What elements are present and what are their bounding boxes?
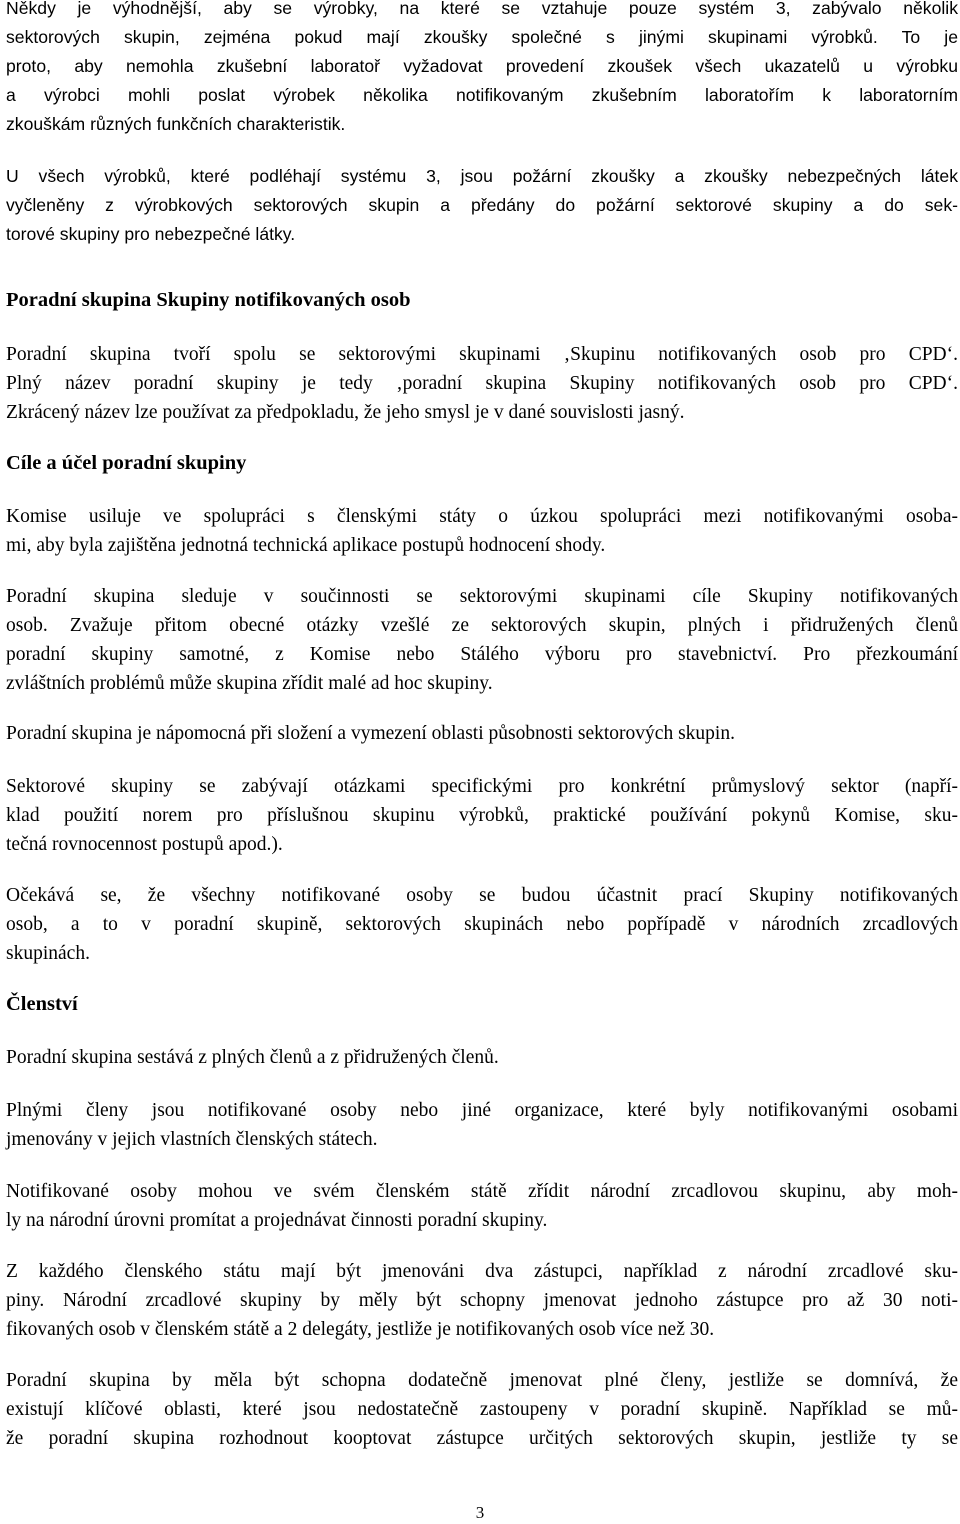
paragraph-commission-cooperation (6, 502, 958, 560)
text-line: Z každého členského státu mají být jmenováni dva zástupci, například z národní zrcadlové sku- (6, 1261, 958, 1282)
text-line: torové skupiny pro nebezpečné látky. (6, 224, 296, 244)
text-line: poradní skupiny samotné, z Komise nebo Stálého výboru pro stavebnictví. Pro přezkoumání (6, 644, 958, 665)
text-line: ly na národní úrovni promítat a projednávat činnosti poradní skupiny. (6, 1210, 548, 1231)
text-line: Zkrácený název lze používat za předpokladu, že jeho smysl je v dané souvislosti jasný. (6, 402, 685, 423)
section-heading-advisory-group: Poradní skupina Skupiny notifikovaných osob (6, 289, 411, 311)
text-line: sektorových skupin, zejména pokud mají zkoušky společné s jinými skupinami výrobků. To je (6, 27, 958, 47)
section-heading-goals: Cíle a účel poradní skupiny (6, 452, 247, 474)
paragraph-representatives (6, 1257, 958, 1344)
text-line: proto, aby nemohla zkušební laboratoř vyžadovat provedení zkoušek všech ukazatelů u výrobku (6, 56, 958, 76)
text-line: skupinách. (6, 943, 90, 964)
text-line: Poradní skupina sleduje v součinnosti se sektorovými skupinami cíle Skupiny notifikovaných (6, 586, 958, 607)
paragraph-advisory-group-name (6, 340, 958, 427)
text-line: klad použití norem pro příslušnou skupinu výrobků, praktické používání pokynů Komise, sku- (6, 805, 958, 826)
text-line: a výrobci mohli poslat výrobek několika notifikovaným zkušebním laboratořím k laboratorním (6, 85, 958, 105)
text-line: osob, a to v poradní skupině, sektorových skupinách nebo popřípadě v národních zrcadlových (6, 914, 958, 935)
paragraph-members (6, 1043, 958, 1072)
text-line: Poradní skupina je nápomocná při složení a vymezení oblasti působnosti sektorových skupin. (6, 723, 735, 744)
text-line: Plnými členy jsou notifikované osoby nebo jiné organizace, které byly notifikovanými osobami (6, 1100, 958, 1121)
paragraph-sector-groups-topics (6, 772, 958, 859)
text-line: mi, aby byla zajištěna jednotná technická aplikace postupů hodnocení shody. (6, 535, 606, 556)
text-line: zkouškám různých funkčních charakteristik. (6, 114, 346, 134)
text-line: U všech výrobků, které podléhají systému 3, jsou požární zkoušky a zkoušky nebezpečných látek (6, 166, 958, 186)
text-line: jmenovány v jejich vlastních členských státech. (6, 1129, 378, 1150)
text-line: Poradní skupina by měla být schopna dodatečně jmenovat plné členy, jestliže se domnívá, že (6, 1370, 958, 1391)
text-line: Komise usiluje ve spolupráci s členskými státy o úzkou spolupráci mezi notifikovanými osoba- (6, 506, 958, 527)
text-line: piny. Národní zrcadlové skupiny by měly být schopny jmenovat jednoho zástupce pro až 30 noti- (6, 1290, 958, 1311)
paragraph-advisory-group-goals (6, 582, 958, 698)
text-line: Notifikované osoby mohou ve svém členském státě zřídit národní zrcadlovou skupinu, aby moh- (6, 1181, 958, 1202)
text-line: Očekává se, že všechny notifikované osoby se budou účastnit prací Skupiny notifikovaných (6, 885, 958, 906)
paragraph-mirror-groups (6, 1177, 958, 1235)
text-line: že poradní skupina rozhodnout kooptovat zástupce určitých sektorových skupin, jestliže ty se (6, 1428, 958, 1449)
paragraph-participation (6, 881, 958, 968)
text-line: tečná rovnocennost postupů apod.). (6, 834, 283, 855)
text-line: existují klíčové oblasti, které jsou nedostatečně zastoupeny v poradní skupině. Například se mů- (6, 1399, 958, 1420)
paragraph-systems-3-sector-groups (6, 0, 958, 139)
text-line: Poradní skupina sestává z plných členů a z přidružených členů. (6, 1047, 499, 1068)
section-heading-membership: Členství (6, 993, 78, 1015)
text-line: zvláštních problémů může skupina zřídit malé ad hoc skupiny. (6, 673, 493, 694)
text-line: vyčleněny z výrobkových sektorových skupin a předány do požární sektorové skupiny a do sek- (6, 195, 958, 215)
text-line: Někdy je výhodnější, aby se výrobky, na které se vztahuje pouze systém 3, zabývalo několik (6, 0, 958, 18)
page-number: 3 (475, 1503, 485, 1522)
text-line: osob. Zvažuje přitom obecné otázky vzešlé ze sektorových skupin, plných i přidružených členů (6, 615, 958, 636)
text-line: Plný název poradní skupiny je tedy ‚poradní skupina Skupiny notifikovaných osob pro CPD‘. (6, 373, 958, 394)
paragraph-full-members (6, 1096, 958, 1154)
text-line: fikovaných osob v členském státě a 2 delegáty, jestliže je notifikovaných osob více než 30. (6, 1319, 715, 1340)
paragraph-additional-members (6, 1366, 958, 1453)
text-line: Sektorové skupiny se zabývají otázkami specifickými pro konkrétní průmyslový sektor (napří- (6, 776, 958, 797)
text-line: Poradní skupina tvoří spolu se sektorovými skupinami ‚Skupinu notifikovaných osob pro CPD‘. (6, 344, 958, 365)
paragraph-sector-group-composition (6, 719, 958, 748)
paragraph-fire-tests (6, 162, 958, 249)
